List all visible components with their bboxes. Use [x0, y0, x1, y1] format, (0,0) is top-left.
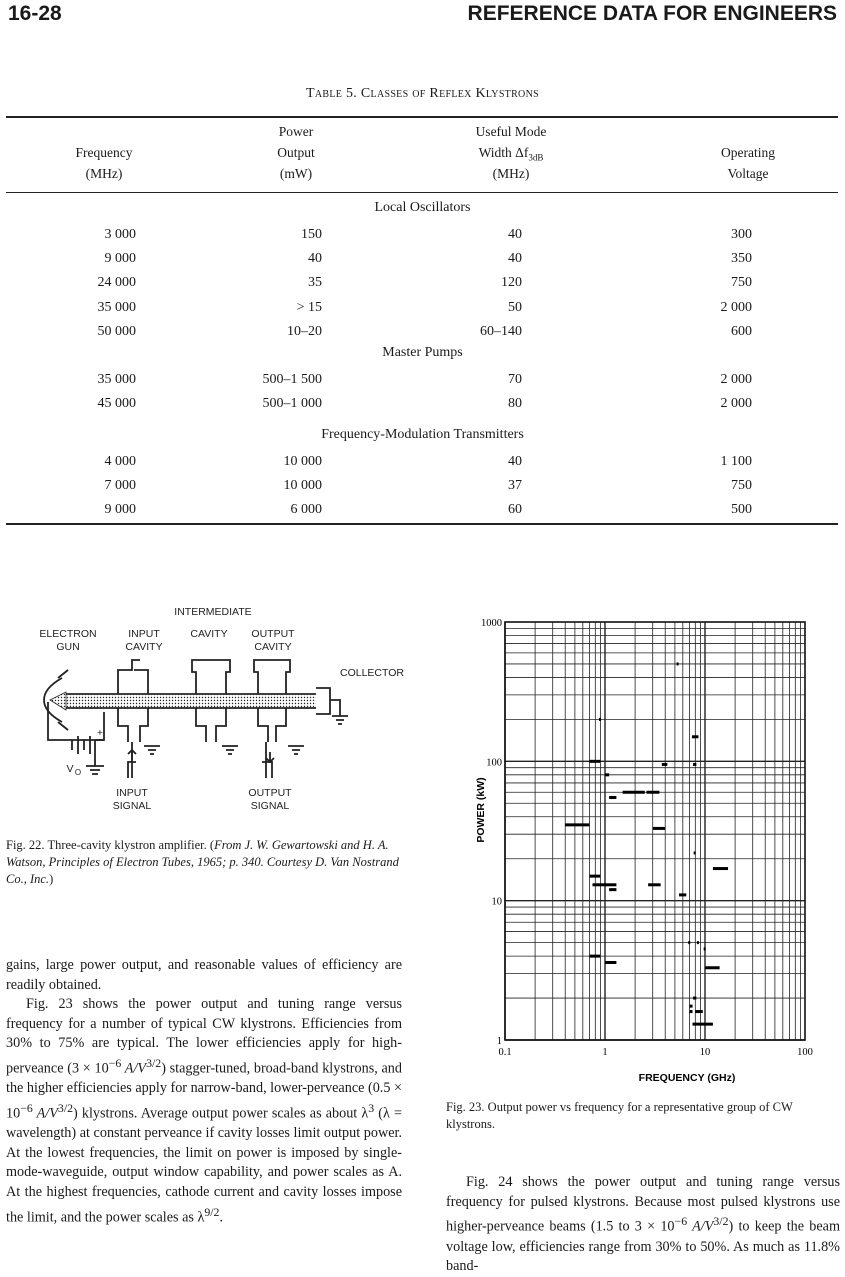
- diagram-label-input-cavity: CAVITY: [125, 641, 163, 653]
- diagram-label-input: INPUT: [128, 628, 160, 640]
- fig22-caption-source: From J. W. Gewartowski and H. A. Watson, Principles of Electron Tubes, 1965; p. 340. Courtesy D. Van Nostrand Co., Inc.: [6, 838, 399, 886]
- chart-grid: [505, 622, 805, 1040]
- table-cell: 6 000: [290, 502, 322, 518]
- table-column-header: (MHz): [492, 166, 530, 181]
- diagram-label-intermediate: INTERMEDIATE: [174, 606, 252, 618]
- chart-bar: [694, 851, 696, 854]
- table-cell: 10 000: [283, 454, 322, 469]
- chart-bar: [693, 763, 696, 766]
- table-section-heading: Local Oscillators: [374, 200, 471, 215]
- text-run: A/V: [687, 1218, 714, 1235]
- text-run: A/V: [32, 1105, 58, 1122]
- table-cell: 150: [301, 227, 322, 242]
- table-column-header: Frequency: [75, 145, 133, 160]
- fig22-caption: [6, 837, 402, 888]
- table-cell: 2 000: [720, 396, 752, 412]
- chart-bar: [648, 883, 660, 886]
- chart-bar: [605, 961, 616, 964]
- diagram-label-output-cavity: CAVITY: [254, 641, 292, 653]
- diagram-label-v0: V: [66, 763, 74, 775]
- fig23-caption: Fig. 23. Output power vs frequency for a representative group of CW klystrons.: [446, 1100, 793, 1131]
- chart-ticks: [481, 618, 813, 1058]
- input-arrow-icon: [128, 750, 136, 760]
- text-run: A/V: [121, 1060, 147, 1077]
- table-cell: 45 000: [97, 396, 136, 412]
- table-header-text: Width Δf: [478, 145, 529, 160]
- chart-bar: [653, 827, 665, 830]
- exponent: 3/2: [146, 1055, 162, 1070]
- diagram-label-input-signal-2: SIGNAL: [112, 800, 152, 812]
- text-run: (λ = wavelength) at constant perveance if cavity losses limit output power. At the lowest frequencies, the limit on power is imposed by single-mode-waveguide, output window capability, and power scales as A. At the highest frequencies, cathode current and cavity losses impose the limit, and the power scales as λ: [6, 1105, 402, 1226]
- table-cell: 40: [508, 227, 522, 242]
- diagram-label-electron: ELECTRON: [39, 628, 97, 640]
- left-column-text: [6, 956, 402, 1228]
- chart-bar: [590, 955, 601, 958]
- paragraph-gains: gains, large power output, and reasonable values of efficiency are readily obtained.: [6, 957, 402, 993]
- table-cell: 80: [508, 396, 522, 412]
- table-cell: 60: [508, 502, 522, 518]
- chart-bar: [704, 947, 706, 950]
- table-cell: 50: [508, 299, 522, 315]
- table-top-rule: [6, 116, 838, 118]
- table-header-subscript: 3dB: [528, 152, 544, 163]
- chart-x-tick-label: 10: [699, 1047, 711, 1058]
- chart-bar: [609, 796, 616, 799]
- table-cell: 10 000: [283, 478, 322, 494]
- table-cell: 40: [308, 251, 322, 267]
- table-cell: 40: [508, 251, 522, 267]
- exponent: 3: [368, 1100, 375, 1115]
- diagram-label-collector: COLLECTOR: [340, 667, 404, 679]
- exponent: 3/2: [57, 1100, 74, 1115]
- chart-frame: [505, 622, 805, 1040]
- chart-bar: [662, 763, 668, 766]
- exponent: −6: [674, 1214, 688, 1229]
- chart-bar: [623, 791, 645, 794]
- diagram-label-intermediate-cavity: CAVITY: [190, 628, 228, 640]
- chart-bar: [693, 997, 696, 1000]
- table-cell: 10–20: [287, 323, 322, 339]
- table-cell: 9 000: [104, 502, 136, 518]
- chart-y-tick-label: 100: [486, 757, 502, 769]
- table-column-header: (MHz): [85, 166, 123, 181]
- output-arrow-icon: [266, 752, 274, 762]
- chart-bar: [713, 867, 728, 870]
- chart-x-axis-label: FREQUENCY (GHz): [638, 1072, 736, 1084]
- table-column-header: Useful Mode: [475, 124, 547, 139]
- table-cell: 7 000: [104, 478, 136, 494]
- table-cell: 2 000: [720, 372, 752, 387]
- chart-bar: [565, 823, 589, 826]
- chart-bar: [697, 941, 699, 944]
- chart-y-tick-label: 1000: [481, 618, 502, 629]
- table-section-heading: Frequency-Modulation Transmitters: [321, 427, 524, 442]
- chart-bar: [590, 875, 601, 878]
- exponent: 3/2: [713, 1214, 729, 1229]
- diagram-label-output-signal-1: OUTPUT: [248, 787, 292, 799]
- table-cell: 3 000: [104, 227, 136, 242]
- right-column-text: [446, 1173, 840, 1277]
- table-cell: 37: [508, 478, 522, 494]
- table-cell: 35 000: [97, 299, 136, 315]
- table-column-header: Power: [278, 124, 314, 139]
- table-cell: 50 000: [97, 323, 136, 339]
- chart-bar: [695, 1010, 702, 1013]
- table-header-rule: [6, 192, 838, 193]
- table-cell: 35 000: [97, 372, 136, 387]
- table-cell: 40: [508, 454, 522, 469]
- chart-bar: [677, 662, 679, 665]
- text-run: Fig. 23 shows the power output and tuning range versus frequency for a number of typical CW klystrons. Efficiencies from 30% to 75% are typical. The lower efficiencies apply for high-perveance (3 × 10: [6, 996, 402, 1077]
- diagram-label-output-signal-2: SIGNAL: [250, 800, 290, 812]
- table-cell: 500–1 000: [262, 396, 322, 412]
- chart-x-tick-label: 1: [602, 1047, 608, 1058]
- table-cell: 1 100: [720, 454, 752, 469]
- chart-bar: [692, 735, 699, 738]
- chart-bar: [609, 888, 616, 891]
- chart-x-tick-label: 100: [797, 1047, 813, 1058]
- table-column-header: Voltage: [727, 166, 769, 181]
- exponent: 9/2: [204, 1204, 220, 1219]
- klystron-diagram: [0, 600, 420, 820]
- diagram-label-gun: GUN: [56, 641, 80, 653]
- exponent: −6: [20, 1100, 33, 1115]
- text-run: ) to keep the beam voltage low, efficiencies range from 30% to 50%. As much as 11.8% band-: [446, 1218, 840, 1275]
- text-run: ) klystrons. Average output power scales as about λ: [73, 1105, 369, 1122]
- diagram-label-plus: +: [96, 727, 104, 739]
- table-cell: 350: [731, 251, 752, 267]
- table-cell: 500: [731, 502, 752, 518]
- table-cell: 300: [731, 227, 752, 242]
- chart-bar: [599, 718, 601, 721]
- chart-bar: [593, 883, 617, 886]
- chart-bar: [693, 1023, 713, 1026]
- table-cell: > 15: [296, 299, 322, 315]
- table-cell: 750: [731, 275, 752, 291]
- fig22-caption-prefix: Fig. 22. Three-cavity klystron amplifier. (: [6, 838, 215, 852]
- table-cell: 120: [501, 275, 522, 291]
- chart-bar: [690, 1005, 693, 1008]
- table-column-header: (mW): [279, 166, 313, 181]
- chart-bar: [690, 1010, 693, 1013]
- chart-bar: [590, 760, 601, 763]
- table-cell: 500–1 500: [262, 372, 322, 387]
- text-run: ) stagger-tuned, broad-band klystrons, and the higher efficiencies apply for narrow-band, lower-perveance (0.5 × 10: [6, 1060, 402, 1122]
- page-number: 16-28: [8, 2, 62, 25]
- power-frequency-chart: [460, 610, 840, 1090]
- table-bottom-rule: [6, 523, 838, 525]
- chart-bar: [679, 893, 686, 896]
- text-run: .: [219, 1209, 224, 1226]
- table-section-heading: Master Pumps: [382, 345, 463, 360]
- table-cell: 35: [308, 275, 322, 291]
- chart-y-tick-label: 1: [496, 1036, 502, 1047]
- chart-y-tick-label: 10: [491, 896, 502, 908]
- table-cell: 4 000: [104, 454, 136, 469]
- fig22-caption-suffix: ): [49, 872, 54, 886]
- table-cell: 2 000: [720, 299, 752, 315]
- exponent: −6: [108, 1055, 122, 1070]
- chart-x-tick-label: 0.1: [498, 1047, 512, 1058]
- table-cell: 600: [731, 323, 752, 339]
- chart-bar: [646, 791, 659, 794]
- chart-bar: [605, 773, 609, 776]
- page-header-title: REFERENCE DATA FOR ENGINEERS: [467, 2, 837, 25]
- diagram-label-input-signal-1: INPUT: [116, 787, 148, 799]
- table-cell: 70: [508, 372, 522, 387]
- table-column-header: Operating: [721, 145, 775, 160]
- chart-y-axis-label: POWER (kW): [475, 777, 487, 843]
- chart-bar: [688, 941, 690, 944]
- text-run: Fig. 24 shows the power output and tuning range versus frequency for pulsed klystrons. Because most pulsed klystrons use higher-perveance beams (1.5 to 3 × 10: [446, 1174, 840, 1235]
- paragraph-fig23: [6, 995, 402, 1228]
- diagram-label-v0-sub: O: [74, 768, 82, 777]
- chart-bar: [705, 966, 720, 969]
- table-cell: 24 000: [97, 275, 136, 291]
- table-title: Table 5. Classes of Reflex Klystrons: [306, 86, 539, 101]
- table-cell: 750: [731, 478, 752, 494]
- diagram-label-output: OUTPUT: [251, 628, 295, 640]
- table-cell: 60–140: [480, 323, 522, 339]
- table-cell: 9 000: [104, 251, 136, 267]
- table-column-header: Output: [277, 145, 315, 160]
